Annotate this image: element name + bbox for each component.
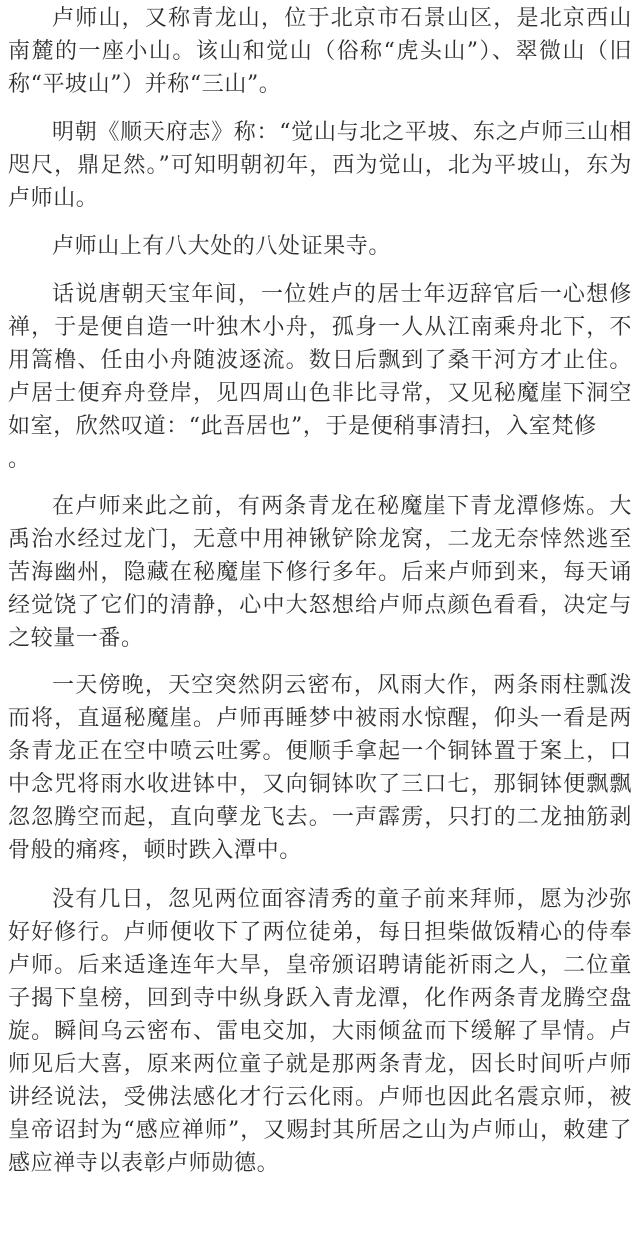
paragraph-two-disciples: 没有几日，忽见两位面容清秀的童子前来拜师，愿为沙弥好好修行。卢师便收下了两位徒弟，每日担柴做饭精心的侍奉卢师。后来适逢连年大旱，皇帝颁诏聘请能祈雨之人，二位童子揭下皇榜，回到寺中纵身跃入青龙潭，化作两条青龙腾空盘旋。瞬间乌云密布、雷电交加，大雨倾盆而下缓解了旱情。卢师见后大喜，原来两位童子就是那两条青龙，因长时间听卢师讲经说法，受佛法感化才行云化雨。卢师也因此名震京师，被皇帝诏封为“感应禅师”，又赐封其所居之山为卢师山，敕建了感应禅寺以表彰卢师勋德。 [8,887,632,1176]
paragraph-intro: 卢师山，又称青龙山，位于北京市石景山区，是北京西山南麓的一座小山。该山和觉山（俗称“虎头山”）、翠微山（旧称“平坡山”）并称“三山”。 [8,6,632,97]
paragraph-zhengguo-temple: 卢师山上有八大处的八处证果寺。 [52,234,392,259]
paragraph-storm: 一天傍晚，天空突然阴云密布，风雨大作，两条雨柱瓢泼而将，直逼秘魔崖。卢师再睡梦中被雨水惊醒，仰头一看是两条青龙正在空中喷云吐雾。便顺手拿起一个铜钵置于案上，口中念咒将雨水收进钵中，又向铜钵吹了三口七，那铜钵便飘飘忽忽腾空而起，直向孽龙飞去。一声霹雳，只打的二龙抽筋剥骨般的痛疼，顿时跌入潭中。 [8,673,632,863]
article-body [8,2,632,1180]
paragraph-lu-layman: 话说唐朝天宝年间，一位姓卢的居士年迈辞官后一心想修禅，于是便自造一叶独木小舟，孤身一人从江南乘舟北下，不用篙橹、任由小舟随波逐流。数日后飘到了桑干河方才止住。卢居士便弃舟登岸，见四周山色非比寻常，又见秘魔崖下洞空如室，欣然叹道：“此吾居也”，于是便稍事清扫，入室梵修 。 [8,282,632,472]
paragraph-shuntian-fuzhi: 明朝《顺天府志》称：“觉山与北之平坡、东之卢师三山相咫尺，鼎足然。”可知明朝初年，西为觉山，北为平坡山，东为卢师山。 [8,120,632,211]
paragraph-two-dragons: 在卢师来此之前，有两条青龙在秘魔崖下青龙潭修炼。大禹治水经过龙门，无意中用神锹铲除龙窝，二龙无奈悻然逃至苦海幽州，隐藏在秘魔崖下修行多年。后来卢师到来，每天诵经觉饶了它们的清静，心中大怒想给卢师点颜色看看，决定与之较量一番。 [8,494,632,651]
